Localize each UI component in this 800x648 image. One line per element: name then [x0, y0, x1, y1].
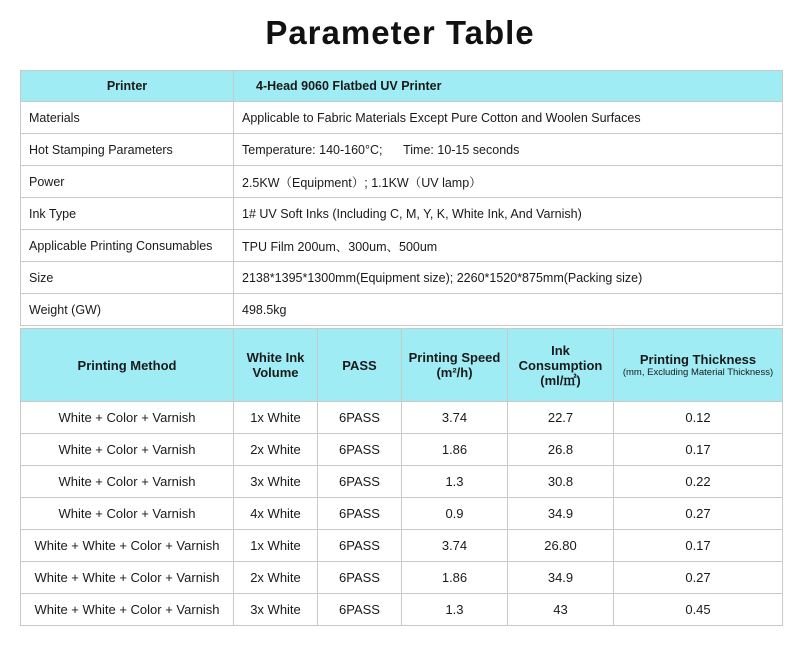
table-row: [21, 530, 783, 562]
header-ink-consumption: [508, 329, 614, 402]
cell-pass: 6PASS: [318, 498, 402, 530]
cell-method: White + Color + Varnish: [21, 466, 234, 498]
spec-label: Applicable Printing Consumables: [21, 230, 234, 262]
cell-ink: 26.8: [508, 434, 614, 466]
spec-value: Temperature: 140-160°C; Time: 10-15 seconds: [234, 134, 783, 166]
cell-pass: 6PASS: [318, 434, 402, 466]
header-white-ink-line1: White Ink: [246, 350, 305, 365]
cell-pass: 6PASS: [318, 402, 402, 434]
cell-ink: 26.80: [508, 530, 614, 562]
cell-speed: 1.3: [402, 594, 508, 626]
cell-thickness: 0.12: [614, 402, 783, 434]
spec-header-value: 4-Head 9060 Flatbed UV Printer: [234, 71, 783, 102]
page-title: Parameter Table: [265, 14, 535, 51]
cell-ink: 34.9: [508, 562, 614, 594]
spec-label: Ink Type: [21, 198, 234, 230]
cell-thickness: 0.27: [614, 562, 783, 594]
spec-value: 1# UV Soft Inks (Including C, M, Y, K, White Ink, And Varnish): [234, 198, 783, 230]
spec-row-consumables: [21, 230, 783, 262]
performance-table: [20, 328, 783, 626]
cell-white: 3x White: [234, 466, 318, 498]
header-thickness-line1: Printing Thickness: [639, 351, 757, 367]
spec-label: Weight (GW): [21, 294, 234, 326]
spec-row-power: [21, 166, 783, 198]
table-row: [21, 562, 783, 594]
cell-method: White + Color + Varnish: [21, 402, 234, 434]
cell-ink: 22.7: [508, 402, 614, 434]
table-row: [21, 434, 783, 466]
cell-ink: 34.9: [508, 498, 614, 530]
spec-table: [20, 70, 783, 326]
cell-ink: 30.8: [508, 466, 614, 498]
cell-speed: 0.9: [402, 498, 508, 530]
spec-row-ink-type: [21, 198, 783, 230]
cell-white: 3x White: [234, 594, 318, 626]
spec-row-materials: [21, 102, 783, 134]
header-printing-method: Printing Method: [21, 329, 234, 402]
cell-pass: 6PASS: [318, 562, 402, 594]
cell-pass: 6PASS: [318, 594, 402, 626]
table-row: [21, 466, 783, 498]
header-white-ink-volume: [234, 329, 318, 402]
cell-white: 2x White: [234, 434, 318, 466]
header-ink-line1: Ink Consumption: [518, 342, 603, 373]
spec-header-label: Printer: [21, 71, 234, 102]
cell-thickness: 0.17: [614, 434, 783, 466]
cell-speed: 1.86: [402, 434, 508, 466]
cell-method: White + Color + Varnish: [21, 434, 234, 466]
header-ink-line2: (ml/㎡): [540, 372, 581, 388]
spec-value: Applicable to Fabric Materials Except Pure Cotton and Woolen Surfaces: [234, 102, 783, 134]
cell-method: White + White + Color + Varnish: [21, 594, 234, 626]
cell-speed: 1.86: [402, 562, 508, 594]
spec-header-row: [21, 71, 783, 102]
cell-white: 1x White: [234, 402, 318, 434]
spec-value: TPU Film 200um、300um、500um: [234, 230, 783, 262]
header-white-ink-line2: Volume: [252, 365, 299, 380]
spec-label: Hot Stamping Parameters: [21, 134, 234, 166]
cell-speed: 3.74: [402, 530, 508, 562]
cell-white: 2x White: [234, 562, 318, 594]
cell-speed: 1.3: [402, 466, 508, 498]
cell-pass: 6PASS: [318, 466, 402, 498]
spec-row-weight: [21, 294, 783, 326]
cell-thickness: 0.17: [614, 530, 783, 562]
cell-method: White + Color + Varnish: [21, 498, 234, 530]
cell-white: 4x White: [234, 498, 318, 530]
cell-thickness: 0.45: [614, 594, 783, 626]
spec-value: 2.5KW（Equipment）; 1.1KW（UV lamp）: [234, 166, 783, 198]
header-pass: PASS: [318, 329, 402, 402]
table-row: [21, 594, 783, 626]
spec-label: Materials: [21, 102, 234, 134]
spec-value: 498.5kg: [234, 294, 783, 326]
spec-label: Size: [21, 262, 234, 294]
spec-row-size: [21, 262, 783, 294]
header-printing-thickness: [614, 329, 783, 402]
table-row: [21, 402, 783, 434]
header-thickness-line2: (mm, Excluding Material Thickness): [622, 366, 774, 378]
header-speed-line1: Printing Speed: [408, 350, 501, 365]
spec-label: Power: [21, 166, 234, 198]
cell-white: 1x White: [234, 530, 318, 562]
performance-header-row: [21, 329, 783, 402]
cell-ink: 43: [508, 594, 614, 626]
cell-speed: 3.74: [402, 402, 508, 434]
spec-row-hot-stamping: [21, 134, 783, 166]
cell-thickness: 0.27: [614, 498, 783, 530]
spec-value: 2138*1395*1300mm(Equipment size); 2260*1520*875mm(Packing size): [234, 262, 783, 294]
cell-pass: 6PASS: [318, 530, 402, 562]
header-printing-speed: [402, 329, 508, 402]
cell-thickness: 0.22: [614, 466, 783, 498]
cell-method: White + White + Color + Varnish: [21, 562, 234, 594]
header-speed-line2: (m²/h): [436, 365, 473, 380]
cell-method: White + White + Color + Varnish: [21, 530, 234, 562]
table-row: [21, 498, 783, 530]
